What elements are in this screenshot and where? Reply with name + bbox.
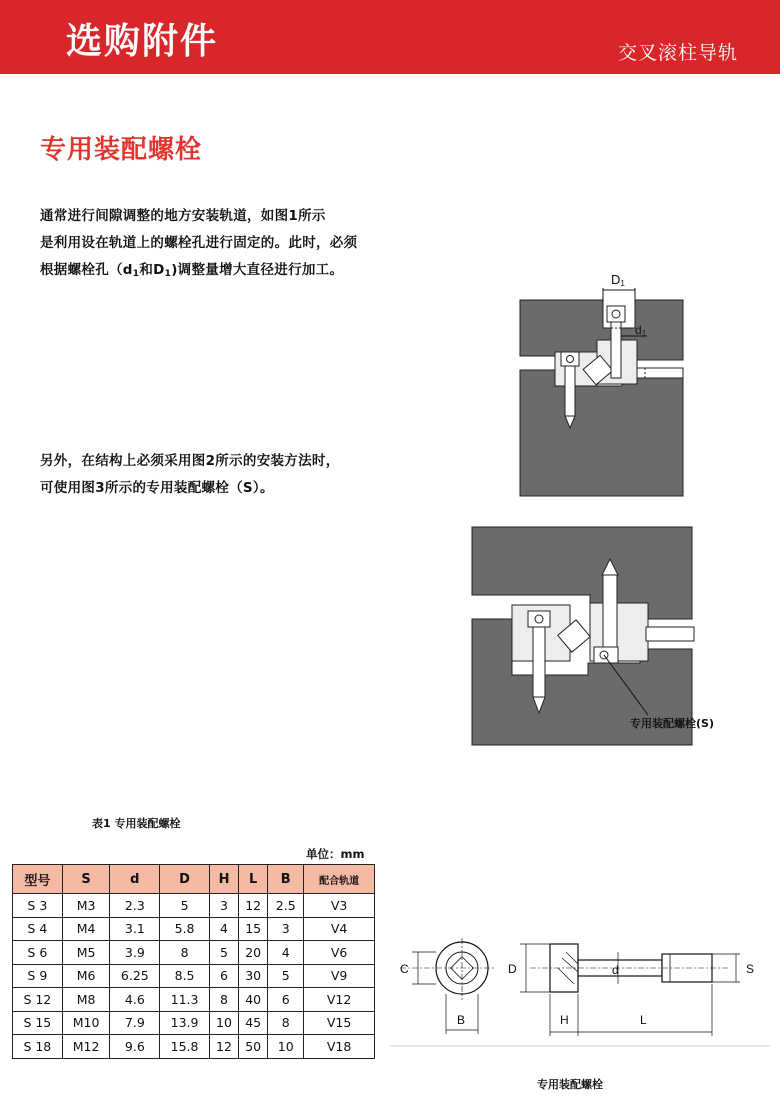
figure-3-label-L: L xyxy=(640,1013,647,1027)
table-cell: 15.8 xyxy=(160,1035,210,1059)
table-cell: 7.9 xyxy=(110,1011,160,1035)
table-row xyxy=(13,917,375,941)
figure-3-label-B: B xyxy=(457,1013,466,1027)
table-cell: 3.9 xyxy=(110,941,160,965)
col-header: D xyxy=(160,865,210,894)
table-cell: V18 xyxy=(304,1035,375,1059)
col-header: H xyxy=(209,865,238,894)
table-cell: S 9 xyxy=(13,964,63,988)
figure-3-label-C: C xyxy=(400,962,409,976)
table-row xyxy=(13,964,375,988)
col-header: B xyxy=(268,865,304,894)
table-cell: V15 xyxy=(304,1011,375,1035)
figure-3-label-d: d xyxy=(612,963,619,977)
table-cell: 20 xyxy=(239,941,268,965)
table-cell: M4 xyxy=(62,917,110,941)
intro-line-2: 是利用设在轨道上的螺栓孔进行固定的。此时，必须 xyxy=(40,235,358,251)
figure-1-label-d1: d1 xyxy=(635,323,647,338)
figure-3-label-S: S xyxy=(746,962,755,976)
table-row xyxy=(13,894,375,918)
table-cell: 8.5 xyxy=(160,964,210,988)
table-cell: 30 xyxy=(239,964,268,988)
table-row xyxy=(13,1011,375,1035)
table-cell: 5 xyxy=(268,964,304,988)
table-cell: V9 xyxy=(304,964,375,988)
table-cell: M3 xyxy=(62,894,110,918)
intro-line-1: 通常进行间隙调整的地方安装轨道，如图1所示 xyxy=(40,208,326,224)
figure-3-caption: 专用装配螺栓 xyxy=(537,1078,603,1091)
col-header: 配合轨道 xyxy=(304,865,375,894)
table-row xyxy=(13,988,375,1012)
table-cell: 2.5 xyxy=(268,894,304,918)
table-cell: 10 xyxy=(209,1011,238,1035)
table-cell: S 6 xyxy=(13,941,63,965)
table-cell: V12 xyxy=(304,988,375,1012)
intro-line-3: 根据螺栓孔（$d_1$和$D_1$)调整量增大直径进行加工。 xyxy=(40,262,344,279)
table-cell: S 3 xyxy=(13,894,63,918)
table-cell: 45 xyxy=(239,1011,268,1035)
table-cell: M10 xyxy=(62,1011,110,1035)
table-cell: 5 xyxy=(160,894,210,918)
figure-3-label-D: D xyxy=(508,962,517,976)
page-header xyxy=(0,0,780,74)
table-unit: 单位：mm xyxy=(306,847,365,861)
table-cell: 9.6 xyxy=(110,1035,160,1059)
header-subtitle: 交叉滚柱导轨 xyxy=(617,42,738,64)
table-cell: M12 xyxy=(62,1035,110,1059)
table-cell: 4 xyxy=(268,941,304,965)
table-row xyxy=(13,941,375,965)
table-cell: 3 xyxy=(268,917,304,941)
table-cell: 3 xyxy=(209,894,238,918)
table-cell: 6 xyxy=(209,964,238,988)
table-cell: 8 xyxy=(160,941,210,965)
figure-2-callout: 专用装配螺栓(S) xyxy=(630,717,714,730)
table-cell: S 12 xyxy=(13,988,63,1012)
second-line-1: 另外，在结构上必须采用图2所示的安装方法时， xyxy=(40,453,340,469)
table-cell: V3 xyxy=(304,894,375,918)
table-cell: 15 xyxy=(239,917,268,941)
table-cell: M8 xyxy=(62,988,110,1012)
table-cell: 5.8 xyxy=(160,917,210,941)
table-cell: V6 xyxy=(304,941,375,965)
second-paragraph xyxy=(40,448,340,502)
table-cell: 6 xyxy=(268,988,304,1012)
intro-paragraph xyxy=(40,203,357,288)
table-cell: 13.9 xyxy=(160,1011,210,1035)
section-title: 专用装配螺栓 xyxy=(40,135,203,165)
table-cell: 4.6 xyxy=(110,988,160,1012)
table-row xyxy=(13,1035,375,1059)
table-cell: S 4 xyxy=(13,917,63,941)
figure-2-diagram xyxy=(470,525,742,750)
table-cell: 6.25 xyxy=(110,964,160,988)
table-cell: V4 xyxy=(304,917,375,941)
figure-3-label-H: H xyxy=(560,1013,569,1027)
table-caption: 表1 专用装配螺栓 xyxy=(92,817,181,830)
figure-1-label-D1: D1 xyxy=(611,272,625,288)
table-cell: 5 xyxy=(209,941,238,965)
table-header-row xyxy=(13,865,375,894)
table-cell: 8 xyxy=(209,988,238,1012)
table-cell: 2.3 xyxy=(110,894,160,918)
table-cell: 4 xyxy=(209,917,238,941)
header-title: 选购附件 xyxy=(66,21,219,62)
col-header: 型号 xyxy=(13,865,63,894)
col-header: S xyxy=(62,865,110,894)
table-cell: S 15 xyxy=(13,1011,63,1035)
figure-1-diagram xyxy=(515,268,685,498)
table-cell: 40 xyxy=(239,988,268,1012)
table-cell: 10 xyxy=(268,1035,304,1059)
col-header: d xyxy=(110,865,160,894)
figure-3-bolt-drawing xyxy=(390,938,770,1048)
spec-table xyxy=(12,864,375,1059)
table-cell: 3.1 xyxy=(110,917,160,941)
table-cell: 8 xyxy=(268,1011,304,1035)
table-cell: M5 xyxy=(62,941,110,965)
table-cell: 12 xyxy=(209,1035,238,1059)
table-cell: 11.3 xyxy=(160,988,210,1012)
table-cell: 12 xyxy=(239,894,268,918)
table-cell: M6 xyxy=(62,964,110,988)
table-cell: 50 xyxy=(239,1035,268,1059)
col-header: L xyxy=(239,865,268,894)
second-line-2: 可使用图3所示的专用装配螺栓（S）。 xyxy=(40,480,274,496)
table-cell: S 18 xyxy=(13,1035,63,1059)
